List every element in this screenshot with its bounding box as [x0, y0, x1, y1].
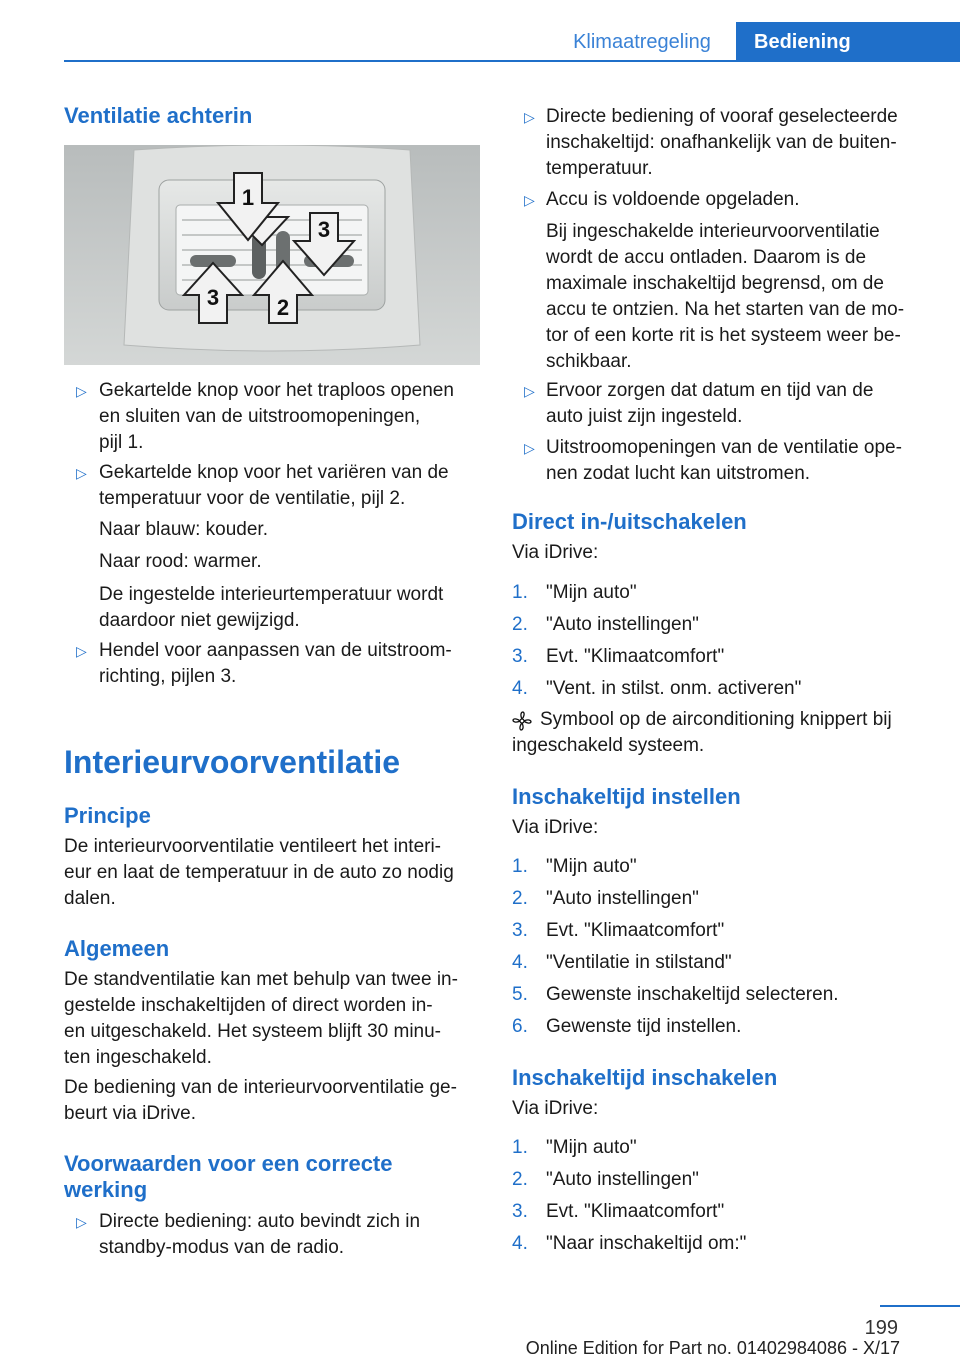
- list-item: 3. Evt. "Klimaatcomfort": [512, 1201, 725, 1222]
- rear-item-2-detail: De ingestelde interieurtemperatuur wordt daardoor niet gewijzigd.: [99, 584, 444, 631]
- header-rule: [64, 60, 960, 62]
- principe-text: De interieurvoorventilatie ventileert het interi‐ eur en laat de temperatuur in de auto zo nodig dalen.: [64, 836, 454, 909]
- direct-title: Direct in-/uitschakelen: [512, 509, 747, 534]
- rear-item-2-detail: Naar blauw: kouder.: [99, 519, 268, 540]
- bullet-marker: ▷: [76, 383, 87, 399]
- condition-item-1: Directe bediening of vooraf geselecteerde inschakeltijd: onafhankelijk van de buiten‐ temperatuur.: [546, 106, 898, 179]
- list-item: 2. "Auto instellingen": [512, 888, 699, 909]
- vent-illustration: [64, 145, 480, 365]
- header-section-tab[interactable]: Klimaatregeling: [573, 31, 711, 53]
- bullet-marker: ▷: [76, 1214, 87, 1230]
- algemeen-text: De standventilatie kan met behulp van twee in‐ gestelde inschakeltijden of direct worden in- en uitgeschakeld. Het systeem blijft 30 minu‐ ten ingeschakeld.: [64, 969, 458, 1068]
- rear-item-1: Gekartelde knop voor het traploos openen en sluiten van de uitstroomopeningen, pijl 1.: [99, 380, 454, 453]
- condition-item-4: Uitstroomopeningen van de ventilatie ope‐ nen zodat lucht kan uitstromen.: [546, 437, 902, 484]
- figure-label-3-top: 3: [317, 217, 331, 242]
- figure-label-1: 1: [241, 185, 255, 210]
- symbol-note: Symbool op de airconditioning knippert bij ingeschakeld systeem.: [512, 709, 892, 756]
- footer-rule: [880, 1305, 960, 1307]
- condition-item-3: Ervoor zorgen dat datum en tijd van de auto juist zijn ingesteld.: [546, 380, 874, 427]
- list-item: 2. "Auto instellingen": [512, 614, 699, 635]
- main-title: Interieurvoorventilatie: [64, 744, 401, 780]
- voorwaarden-title: Voorwaarden voor een correcte werking: [64, 1151, 393, 1202]
- vent-figure: [64, 145, 480, 365]
- list-item: 3. Evt. "Klimaatcomfort": [512, 920, 725, 941]
- heading-rear-ventilation: Ventilatie achterin: [64, 103, 253, 128]
- list-item: 6. Gewenste tijd instellen.: [512, 1016, 742, 1037]
- voorwaarden-item-1: Directe bediening: auto bevindt zich in standby-modus van de radio.: [99, 1211, 421, 1258]
- list-item: 1. "Mijn auto": [512, 1137, 637, 1158]
- inschakelen-steps-list: [512, 1135, 928, 1263]
- inschakeltijd-instellen-title: Inschakeltijd instellen: [512, 784, 741, 809]
- list-item: 3. Evt. "Klimaatcomfort": [512, 646, 725, 667]
- instellen-steps-list: [512, 854, 928, 1046]
- via-idrive-label: Via iDrive:: [512, 542, 599, 563]
- figure-label-2: 2: [276, 295, 290, 320]
- principe-title: Principe: [64, 803, 151, 828]
- page-number: 199: [864, 1317, 898, 1339]
- algemeen-title: Algemeen: [64, 936, 170, 961]
- bullet-marker: ▷: [76, 643, 87, 659]
- condition-item-2: Accu is voldoende opgeladen.: [546, 189, 800, 210]
- header-active-tab[interactable]: Bediening: [736, 22, 960, 60]
- figure-label-3-bottom: 3: [206, 285, 220, 310]
- via-idrive-label: Via iDrive:: [512, 1098, 599, 1119]
- list-item: 4. "Naar inschakeltijd om:": [512, 1233, 747, 1254]
- bullet-marker: ▷: [524, 383, 535, 399]
- list-item: 1. "Mijn auto": [512, 582, 637, 603]
- list-item: 5. Gewenste inschakeltijd selecteren.: [512, 984, 839, 1005]
- bullet-marker: ▷: [524, 440, 535, 456]
- via-idrive-label: Via iDrive:: [512, 817, 599, 838]
- inschakeltijd-inschakelen-title: Inschakeltijd inschakelen: [512, 1065, 778, 1090]
- bullet-marker: ▷: [524, 192, 535, 208]
- bullet-marker: ▷: [76, 465, 87, 481]
- algemeen-text-2: De bediening van de interieurvoorventilatie ge‐ beurt via iDrive.: [64, 1077, 457, 1124]
- list-item: 1. "Mijn auto": [512, 856, 637, 877]
- list-item: 4. "Ventilatie in stilstand": [512, 952, 732, 973]
- list-item: 2. "Auto instellingen": [512, 1169, 699, 1190]
- edition-footer: Online Edition for Part no. 01402984086 - X/17: [525, 1338, 900, 1358]
- bullet-marker: ▷: [524, 109, 535, 125]
- rear-item-2-detail: Naar rood: warmer.: [99, 551, 262, 572]
- condition-item-2-detail: Bij ingeschakelde interieurvoorventilatie wordt de accu ontladen. Daarom is de maximale inschakeltijd begrensd, om de accu te ontzien. Na het starten van de mo‐ tor of een korte rit is het systeem weer be‐ schikbaar.: [546, 221, 905, 372]
- direct-steps-list: [512, 580, 928, 708]
- rear-item-2: Gekartelde knop voor het variëren van de temperatuur voor de ventilatie, pijl 2.: [99, 462, 449, 509]
- list-item: 4. "Vent. in stilst. onm. activeren": [512, 678, 802, 699]
- rear-item-3: Hendel voor aanpassen van de uitstroom‐ richting, pijlen 3.: [99, 640, 452, 687]
